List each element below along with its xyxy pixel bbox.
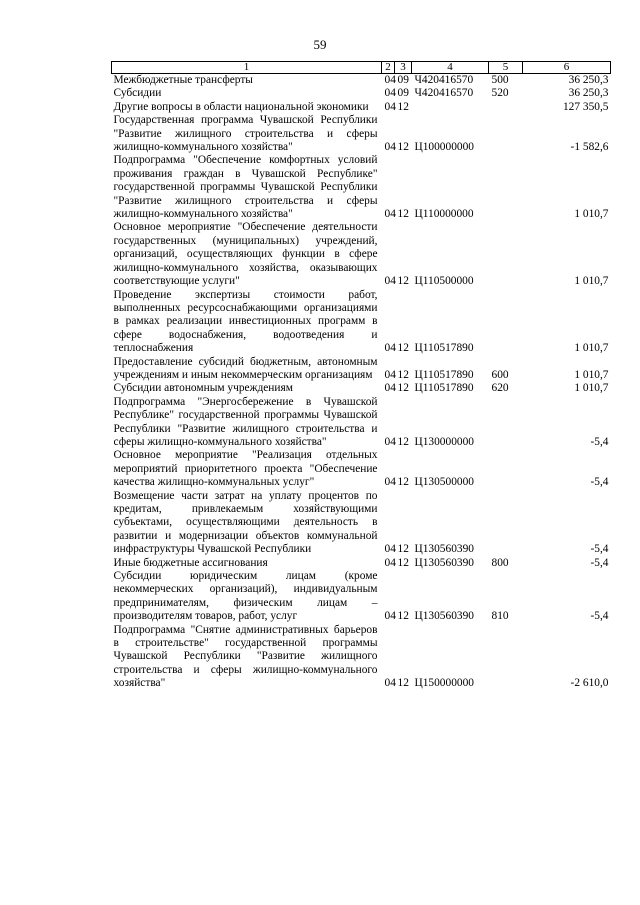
row-subsection: 12 [397,208,409,221]
row-section: 04 [384,275,396,288]
table-row [112,74,611,88]
table-row [112,154,611,221]
row-expense-type: 600 [491,368,509,381]
column-header: 6 [523,62,611,74]
row-name: Проведение экспертизы стоимости работ, выполненных ресурсоснабжающими организациями в рамках реализации инвестиционных программ в сфере водоснабжения, водоотведения и теплоснабжения [113,288,378,355]
row-subsection: 12 [397,275,409,288]
row-amount: -2 610,0 [570,677,609,690]
row-amount: 1 010,7 [574,368,609,381]
table-row [112,449,611,489]
row-target-code [412,101,489,114]
row-target-code: Ц130560390 [414,543,474,556]
row-target-code: Ц130560390 [414,556,474,569]
row-amount: 36 250,3 [568,87,609,100]
row-amount: -5,4 [590,435,609,448]
budget-table [111,61,611,691]
row-subsection: 09 [397,74,409,86]
header-row [112,62,611,74]
table-row [112,221,611,288]
row-name: Субсидии автономным учреждениям [113,382,293,395]
row-section: 04 [384,208,396,221]
row-name: Основное мероприятие "Обеспечение деятельности государственных (муниципальных) учреждений, организаций, осуществляющих функции в сфере жилищно-коммунального хозяйства, оказывающих соответствующие услуги" [113,221,378,288]
row-name: Подпрограмма "Обеспечение комфортных условий проживания граждан в Чувашской Республике" государственной программы Чувашской Республики "Развитие жилищного строительства и сферы жилищно-коммунального хозяйства" [113,154,378,221]
row-amount: 1 010,7 [574,342,609,355]
row-target-code: Ц110517890 [414,368,474,381]
row-subsection: 12 [397,382,409,395]
row-name: Государственная программа Чувашской Республики "Развитие жилищного строительства и сферы жилищно-коммунального хозяйства" [113,114,378,154]
table-row [112,624,611,691]
row-section: 04 [384,342,396,355]
row-section: 04 [384,87,396,100]
row-target-code: Ц110000000 [414,208,474,221]
row-subsection: 12 [397,543,409,556]
table-row [112,570,611,624]
row-target-code: Ц110517890 [414,382,474,395]
row-subsection: 12 [397,368,409,381]
row-name: Субсидии [113,87,162,100]
row-target-code: Ц100000000 [414,141,474,154]
row-section: 04 [384,677,396,690]
row-amount: 127 350,5 [562,100,609,113]
row-section: 04 [384,435,396,448]
column-header: 4 [412,62,489,74]
row-subsection: 12 [397,141,409,154]
row-name: Основное мероприятие "Реализация отдельных мероприятий приоритетного проекта "Обеспечение качества жилищно-коммунальных услуг" [113,449,378,489]
row-name: Межбюджетные трансферты [113,74,253,86]
row-amount: -1 582,6 [570,141,609,154]
row-section: 04 [384,476,396,489]
row-amount: 36 250,3 [568,74,609,86]
row-target-code: Ц130500000 [414,476,474,489]
row-subsection: 12 [397,677,409,690]
row-section: 04 [384,74,396,86]
row-section: 04 [384,141,396,154]
row-target-code: Ц110500000 [414,275,474,288]
row-section: 04 [384,556,396,569]
row-subsection: 12 [397,435,409,448]
row-subsection: 12 [397,476,409,489]
row-expense-type: 520 [491,87,509,100]
row-amount: -5,4 [590,556,609,569]
row-section: 04 [384,100,396,113]
row-subsection: 12 [397,556,409,569]
table-row [112,114,611,154]
column-header: 1 [112,62,382,74]
row-target-code: Ч420416570 [414,74,474,86]
row-subsection: 09 [397,87,409,100]
row-amount: 1 010,7 [574,275,609,288]
row-name: Подпрограмма "Снятие административных барьеров в строительстве" государственной программы Чувашской Республики "Развитие жилищного строительства и сферы жилищно-коммунального хозяйства" [113,623,378,690]
column-header: 5 [489,62,523,74]
column-header: 2 [382,62,395,74]
row-expense-type: 800 [491,556,509,569]
row-amount: 1 010,7 [574,382,609,395]
row-name: Предоставление субсидий бюджетным, автономным учреждениям и иным некоммерческим организациям [113,355,378,381]
row-expense-type: 810 [491,610,509,623]
row-target-code: Ц110517890 [414,342,474,355]
row-amount: 1 010,7 [574,208,609,221]
row-target-code: Ч420416570 [414,87,474,100]
row-expense-type [489,154,523,221]
table-row [112,382,611,395]
row-expense-type [489,490,523,557]
table-row [112,396,611,450]
row-subsection: 12 [397,342,409,355]
row-section: 04 [384,543,396,556]
row-name: Субсидии юридическим лицам (кроме некоммерческих организаций), индивидуальным предпринимателям, физическим лицам – производителям товаров, работ, услуг [113,570,378,623]
row-expense-type [489,449,523,489]
table-row [112,490,611,557]
row-expense-type [489,114,523,154]
row-subsection: 12 [397,610,409,623]
row-amount: -5,4 [590,610,609,623]
row-section: 04 [384,610,396,623]
row-expense-type [489,396,523,450]
row-name: Иные бюджетные ассигнования [113,556,268,569]
row-section: 04 [384,382,396,395]
row-expense-type [489,624,523,691]
row-amount: -5,4 [590,543,609,556]
page-number: 59 [313,37,327,52]
row-expense-type [489,221,523,288]
row-name: Подпрограмма "Энергосбережение в Чувашской Республике" государственной программы Чувашской Республики "Развитие жилищного строительства и сферы жилищно-коммунального хозяйства" [113,395,378,448]
table-row [112,557,611,570]
row-name: Другие вопросы в области национальной экономики [113,100,369,113]
row-expense-type: 500 [491,74,509,86]
row-expense-type: 620 [491,382,509,395]
row-amount: -5,4 [590,476,609,489]
table-row [112,356,611,383]
table-row [112,87,611,100]
row-name: Возмещение части затрат на уплату процентов по кредитам, привлекаемым хозяйствующими субъектами, осуществляющими деятельность в развитии и модернизации объектов коммунальной инфраструктуры Чувашской Республики [113,489,378,556]
row-expense-type [489,101,523,114]
row-target-code: Ц130000000 [414,435,474,448]
table-row [112,101,611,114]
row-section: 04 [384,368,396,381]
row-subsection: 12 [397,100,409,113]
row-target-code: Ц150000000 [414,677,474,690]
row-expense-type [489,289,523,356]
row-target-code: Ц130560390 [414,610,474,623]
column-header: 3 [395,62,412,74]
table-row [112,289,611,356]
